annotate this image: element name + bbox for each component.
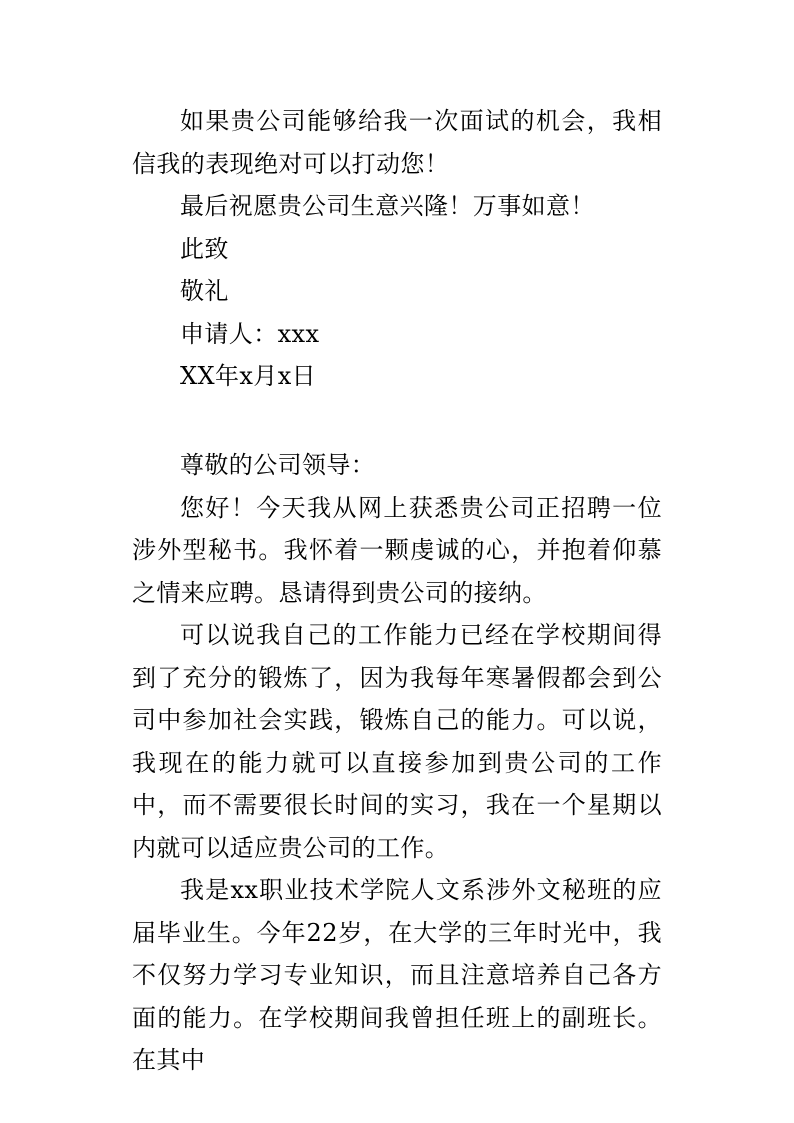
- salutation-line-1: 此致: [180, 234, 229, 263]
- paragraph-intro: 您好！今天我从网上获悉贵公司正招聘一位涉外型秘书。我怀着一颗虔诚的心，并抱着仰慕之情来应聘。恳请得到贵公司的接纳。: [132, 493, 662, 607]
- letter-date: XX年x月x日: [180, 362, 317, 390]
- salutation-line-2: 敬礼: [180, 277, 229, 305]
- paragraph-ability: 可以说我自己的工作能力已经在学校期间得到了充分的锻炼了，因为我每年寒暑假都会到公司中参加社会实践，锻炼自己的能力。可以说，我现在的能力就可以直接参加到贵公司的工作中，而不需要很长时间的实习，我在一个星期以内就可以适应贵公司的工作。: [132, 621, 662, 862]
- applicant-signature: 申请人：xxx: [180, 319, 320, 348]
- paragraph-background: 我是xx职业技术学院人文系涉外文秘班的应届毕业生。今年22岁，在大学的三年时光中，我不仅努力学习专业知识，而且注意培养自己各方面的能力。在学校期间我曾担任班上的副班长。在其中: [132, 876, 662, 1074]
- paragraph-wishes: 最后祝愿贵公司生意兴隆！万事如意！: [180, 192, 595, 220]
- letter-greeting: 尊敬的公司领导：: [180, 451, 376, 479]
- paragraph-interview-request: 如果贵公司能够给我一次面试的机会，我相信我的表现绝对可以打动您！: [132, 107, 662, 178]
- letter-body-section: [132, 444, 662, 1082]
- letter-closing-section: [132, 100, 662, 398]
